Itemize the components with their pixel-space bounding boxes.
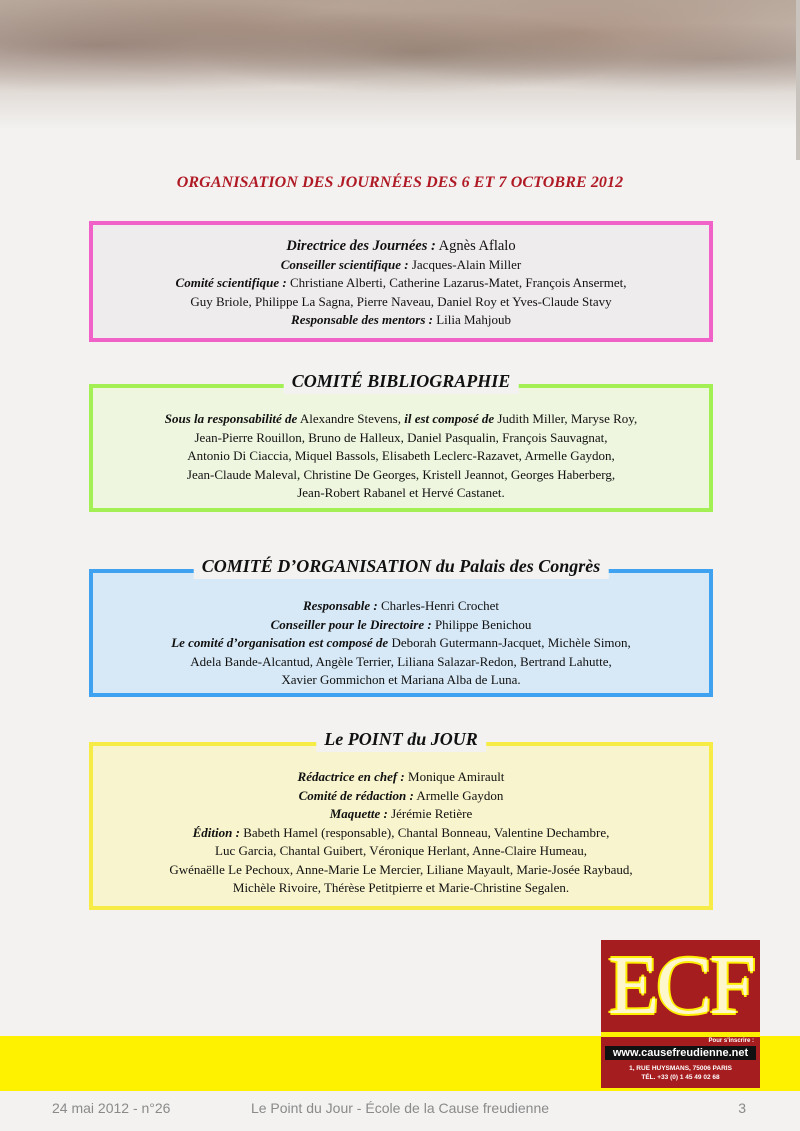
page-edge	[796, 0, 800, 160]
biblio-line-4: Jean-Claude Maleval, Christine De Georges, Kristell Jeannot, Georges Haberberg,	[186, 466, 616, 482]
maquette-label: Maquette :	[329, 806, 388, 821]
directrice-name: Agnès Aflalo	[438, 238, 516, 254]
orga-resp-label: Responsable :	[302, 598, 378, 613]
ecf-logo: ECF	[607, 939, 754, 1032]
edition-names-1: Babeth Hamel (responsable), Chantal Bonneau, Valentine Dechambre,	[243, 824, 610, 840]
orga-comite-names-3: Xavier Gommichon et Mariana Alba de Luna.	[281, 672, 521, 687]
orga-comite-names-1: Deborah Gutermann-Jacquet, Michèle Simon,	[391, 635, 631, 650]
edition-names-2: Luc Garcia, Chantal Guibert, Véronique Herlant, Anne-Claire Humeau,	[215, 843, 587, 858]
biblio-compose-label: il est composé de	[404, 411, 495, 426]
maquette-line	[93, 805, 709, 824]
comite-scientifique-label: Comité scientifique :	[175, 275, 287, 290]
organisation-box	[89, 556, 713, 697]
biblio-resp-name: Alexandre Stevens,	[299, 411, 401, 426]
footer-date: 24 mai 2012 - n°26	[52, 1100, 171, 1116]
comite-redaction-line	[93, 787, 709, 806]
ecf-phone: TÉL. +33 (0) 1 45 49 02 68	[641, 1074, 720, 1081]
biblio-line-3: Antonio Di Ciaccia, Miquel Bassols, Elisabeth Leclerc-Razavet, Armelle Gaydon,	[187, 448, 615, 463]
comite-scientifique-names-1: Christiane Alberti, Catherine Lazarus-Matet, François Ansermet,	[290, 275, 627, 290]
ecf-website-link[interactable]: www.causefreudienne.net	[605, 1046, 756, 1060]
biblio-box	[89, 371, 713, 512]
footer-publication: Le Point du Jour - École de la Cause freudienne	[250, 1100, 550, 1116]
biblio-title: COMITÉ BIBLIOGRAPHIE	[284, 368, 519, 394]
biblio-line-2: Jean-Pierre Rouillon, Bruno de Halleux, Daniel Pasqualin, François Sauvagnat,	[194, 429, 608, 445]
orga-comite-line	[93, 634, 709, 653]
mentors-label: Responsable des mentors :	[291, 312, 433, 327]
organisation-title: COMITÉ D’ORGANISATION du Palais des Congrès	[194, 553, 609, 579]
biblio-resp-label: Sous la responsabilité de	[164, 411, 298, 426]
page-title: ORGANISATION DES JOURNÉES DES 6 ET 7 OCTOBRE 2012	[176, 174, 624, 191]
edition-label: Édition :	[192, 824, 240, 840]
ecf-street: 1, RUE HUYSMANS, 75006 PARIS	[629, 1065, 732, 1072]
page-number: 3	[738, 1100, 746, 1116]
orga-comite-label: Le comité d’organisation est composé de	[171, 635, 389, 650]
comite-redaction-name: Armelle Gaydon	[416, 787, 504, 803]
comite-scientifique-names-2: Guy Briole, Philippe La Sagna, Pierre Naveau, Daniel Roy et Yves-Claude Stavy	[190, 293, 612, 309]
conseiller-label: Conseiller scientifique :	[280, 256, 409, 272]
orga-comite-names-2: Adela Bande-Alcantud, Angèle Terrier, Liliana Salazar-Redon, Bertrand Lahutte,	[190, 653, 612, 669]
comite-redaction-label: Comité de rédaction :	[298, 787, 414, 803]
redac-label: Rédactrice en chef :	[297, 769, 405, 784]
orga-conseiller-label: Conseiller pour le Directoire :	[270, 616, 432, 632]
redac-line	[93, 768, 709, 787]
page-footer	[0, 1100, 800, 1120]
conseiller-line	[93, 256, 709, 275]
ecf-logo-block[interactable]	[601, 940, 760, 1088]
directrice-label: Directrice des Journées :	[286, 238, 436, 254]
point-du-jour-title: Le POINT du JOUR	[316, 726, 486, 752]
edition-line	[93, 824, 709, 843]
mentors-name: Lilia Mahjoub	[436, 312, 511, 327]
conseiller-name: Jacques-Alain Miller	[411, 256, 522, 272]
comite-scientifique-line	[93, 274, 709, 293]
edition-names-4: Michèle Rivoire, Thérèse Petitpierre et Marie-Christine Segalen.	[232, 880, 570, 895]
biblio-line-1-rest: Judith Miller, Maryse Roy,	[497, 411, 638, 426]
header-decorative-image	[0, 0, 800, 130]
orga-conseiller-name: Philippe Benichou	[434, 616, 532, 632]
point-du-jour-box	[89, 729, 713, 910]
ecf-address	[601, 1064, 760, 1082]
direction-box	[89, 221, 713, 342]
ecf-inscrire-label: Pour s'inscrire :	[708, 1038, 754, 1044]
redac-name: Monique Amirault	[408, 769, 505, 784]
biblio-line-1	[93, 410, 709, 429]
orga-resp-name: Charles-Henri Crochet	[380, 598, 500, 613]
maquette-name: Jérémie Retière	[391, 806, 473, 821]
directrice-line	[93, 237, 709, 256]
ecf-stripe	[601, 1032, 760, 1037]
orga-conseiller-line	[93, 616, 709, 635]
edition-names-3: Gwénaëlle Le Pechoux, Anne-Marie Le Mercier, Liliane Mayault, Marie-Josée Raybaud,	[169, 861, 633, 877]
biblio-line-5: Jean-Robert Rabanel et Hervé Castanet.	[297, 485, 505, 500]
mentors-line	[93, 311, 709, 330]
orga-resp-line	[93, 597, 709, 616]
